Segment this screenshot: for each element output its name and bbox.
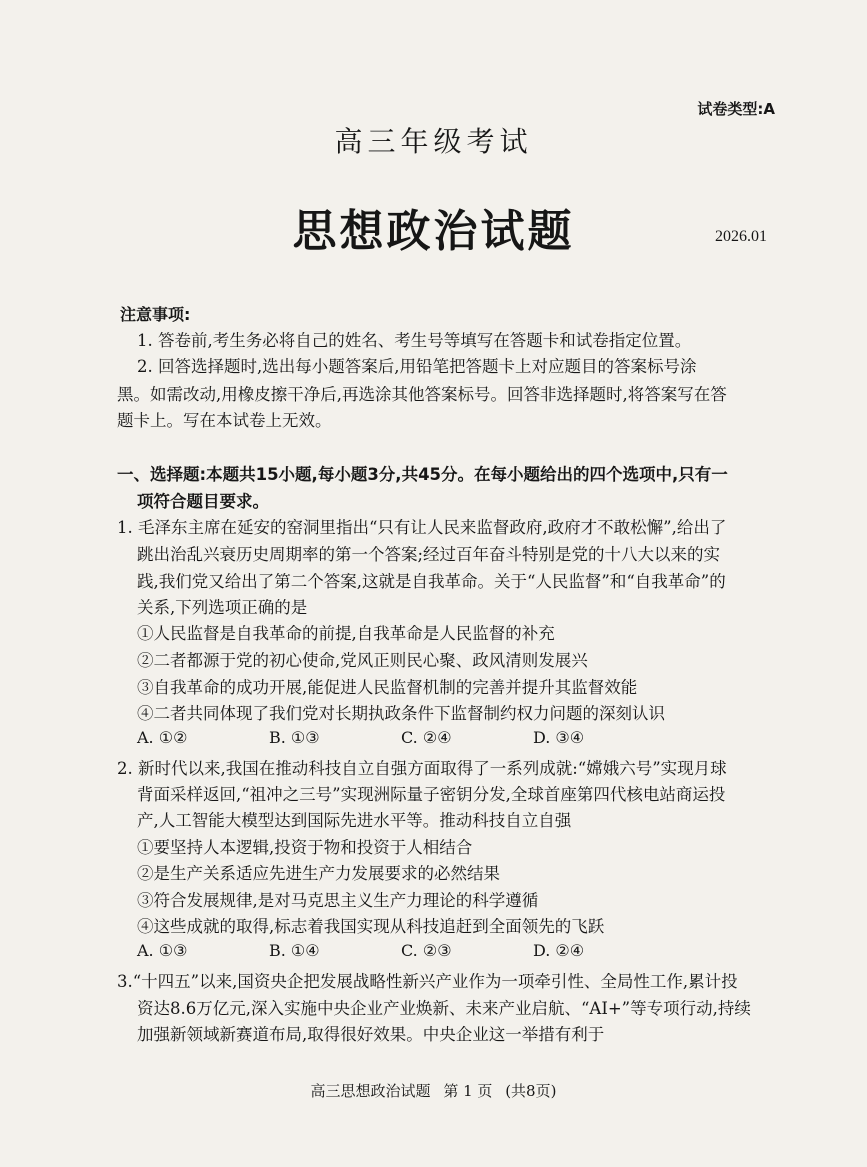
question-1-stem: 践,我们党又给出了第二个答案,这就是自我革命。关于“人民监督”和“自我革命”的	[137, 572, 726, 591]
option-a: A. ①②	[137, 728, 188, 747]
question-2-options	[137, 941, 757, 960]
question-2-stem: 2. 新时代以来,我国在推动科技自立自强方面取得了一系列成就:“嫦娥六号”实现月球	[117, 759, 727, 778]
notes-title: 注意事项:	[120, 305, 191, 324]
option-d: D. ②④	[533, 941, 585, 960]
question-1-options	[137, 728, 757, 747]
question-2-item: ①要坚持人本逻辑,投资于物和投资于人相结合	[137, 838, 473, 857]
section-heading: 项符合题目要求。	[137, 492, 269, 511]
question-1-stem: 关系,下列选项正确的是	[137, 598, 308, 617]
question-1-item: ②二者都源于党的初心使命,党风正则民心聚、政风清则发展兴	[137, 651, 588, 670]
footer-title: 高三思想政治试题	[310, 1082, 431, 1100]
option-b: B. ①③	[269, 728, 320, 747]
question-2-stem: 产,人工智能大模型达到国际先进水平等。推动科技自立自强	[137, 811, 572, 830]
paper-date: 2026.01	[715, 228, 767, 245]
footer-total: (共8页)	[505, 1082, 557, 1100]
question-2-item: ②是生产关系适应先进生产力发展要求的必然结果	[137, 864, 500, 883]
option-c: C. ②③	[401, 941, 452, 960]
notes-line: 2. 回答选择题时,选出每小题答案后,用铅笔把答题卡上对应题目的答案标号涂	[137, 357, 697, 376]
question-2-stem: 背面采样返回,“祖冲之三号”实现洲际量子密钥分发,全球首座第四代核电站商运投	[137, 785, 726, 804]
question-2-item: ④这些成就的取得,标志着我国实现从科技追赶到全面领先的飞跃	[137, 917, 605, 936]
question-1-item: ①人民监督是自我革命的前提,自我革命是人民监督的补充	[137, 624, 555, 643]
page-footer	[0, 1080, 867, 1101]
question-1-stem: 跳出治乱兴衰历史周期率的第一个答案;经过百年奋斗特别是党的十八大以来的实	[137, 545, 721, 564]
question-3-stem: 资达8.6万亿元,深入实施中央企业产业焕新、未来产业启航、“AI+”等专项行动,持续	[137, 999, 751, 1018]
notes-line: 题卡上。写在本试卷上无效。	[117, 411, 332, 430]
option-b: B. ①④	[269, 941, 320, 960]
question-2-item: ③符合发展规律,是对马克思主义生产力理论的科学遵循	[137, 891, 539, 910]
option-d: D. ③④	[533, 728, 585, 747]
option-a: A. ①③	[137, 941, 188, 960]
notes-line: 1. 答卷前,考生务必将自己的姓名、考生号等填写在答题卡和试卷指定位置。	[137, 331, 692, 350]
paper-title: 思想政治试题	[292, 206, 575, 257]
question-3-stem: 加强新领域新赛道布局,取得很好效果。中央企业这一举措有利于	[137, 1025, 605, 1044]
paper-type: 试卷类型:A	[697, 100, 775, 118]
question-1-item: ③自我革命的成功开展,能促进人民监督机制的完善并提升其监督效能	[137, 678, 638, 697]
exam-name: 高三年级考试	[334, 125, 533, 158]
question-1-stem: 1. 毛泽东主席在延安的窑洞里指出“只有让人民来监督政府,政府才不敢松懈”,给出了	[117, 518, 727, 537]
question-1-item: ④二者共同体现了我们党对长期执政条件下监督制约权力问题的深刻认识	[137, 704, 665, 723]
option-c: C. ②④	[401, 728, 452, 747]
footer-page: 第 1 页	[443, 1082, 493, 1100]
section-heading: 一、选择题:本题共15小题,每小题3分,共45分。在每小题给出的四个选项中,只有一	[117, 465, 728, 484]
question-3-stem: 3.“十四五”以来,国资央企把发展战略性新兴产业作为一项牵引性、全局性工作,累计投	[117, 972, 738, 991]
notes-line: 黑。如需改动,用橡皮擦干净后,再选涂其他答案标号。回答非选择题时,将答案写在答	[117, 385, 727, 404]
